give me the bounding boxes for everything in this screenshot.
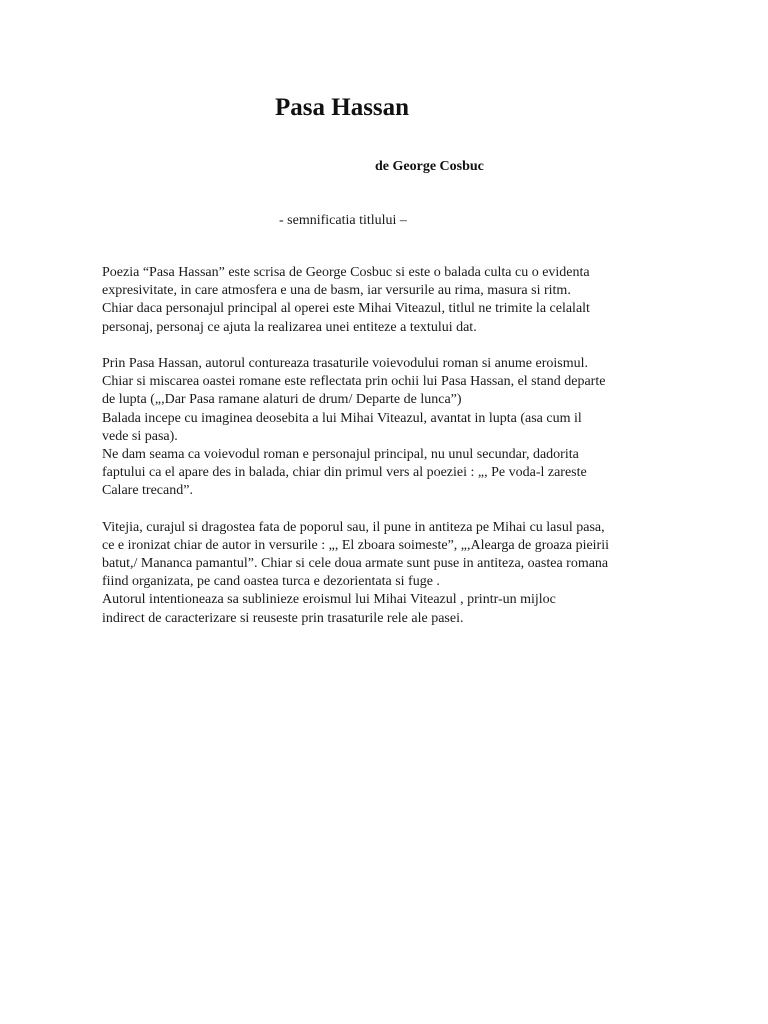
text-line: Chiar daca personajul principal al operei este Mihai Viteazul, titlul ne trimite la celalalt [102,301,590,317]
paragraph [102,519,662,628]
paragraph-gap [102,337,662,355]
text-line: expresivitate, in care atmosfera e una de basm, iar versurile au rima, masura si ritm. [102,283,571,299]
paragraph [102,355,662,501]
text-line: Chiar si miscarea oastei romane este reflectata prin ochii lui Pasa Hassan, el stand departe [102,374,606,390]
text-line: indirect de caracterizare si reuseste prin trasaturile rele ale pasei. [102,610,464,626]
document-title: Pasa Hassan [275,94,410,121]
text-line: de lupta („,Dar Pasa ramane alaturi de drum/ Departe de lunca”) [102,392,462,408]
text-line: batut,/ Mananca pamantul”. Chiar si cele doua armate sunt puse in antiteza, oastea romana [102,556,609,571]
text-line: Balada incepe cu imaginea deosebita a lui Mihai Viteazul, avantat in lupta (asa cum il [102,410,582,426]
document-body [102,264,662,628]
author-line: de George Cosbuc [375,159,484,174]
text-line: Prin Pasa Hassan, autorul contureaza trasaturile voievodului roman si anume eroismul. [102,355,588,371]
text-line: Vitejia, curajul si dragostea fata de poporul sau, il pune in antiteza pe Mihai cu lasul pasa, [102,519,605,535]
text-line: ce e ironizat chiar de autor in versurile : „, El zboara soimeste”, „,Alearga de groaza pieirii [102,537,610,553]
text-line: Poezia “Pasa Hassan” este scrisa de George Cosbuc si este o balada culta cu o evidenta [102,265,590,280]
text-line: fiind organizata, pe cand oastea turca e dezorientata si fuge . [102,574,440,590]
text-line: personaj, personaj ce ajuta la realizarea unei entiteze a textului dat. [102,319,477,335]
text-line: Calare trecand”. [102,483,193,499]
text-line: Autorul intentioneaza sa sublinieze eroismul lui Mihai Viteazul , printr-un mijloc [102,592,556,608]
paragraph [102,264,662,337]
document-subtitle: - semnificatia titlului – [279,213,407,228]
text-line: faptului ca el apare des in balada, chiar din primul vers al poeziei : „, Pe voda-l zareste [102,465,587,481]
paragraph-gap [102,500,662,518]
text-line: Ne dam seama ca voievodul roman e personajul principal, nu unul secundar, dadorita [102,446,579,462]
text-line: vede si pasa). [102,428,178,444]
